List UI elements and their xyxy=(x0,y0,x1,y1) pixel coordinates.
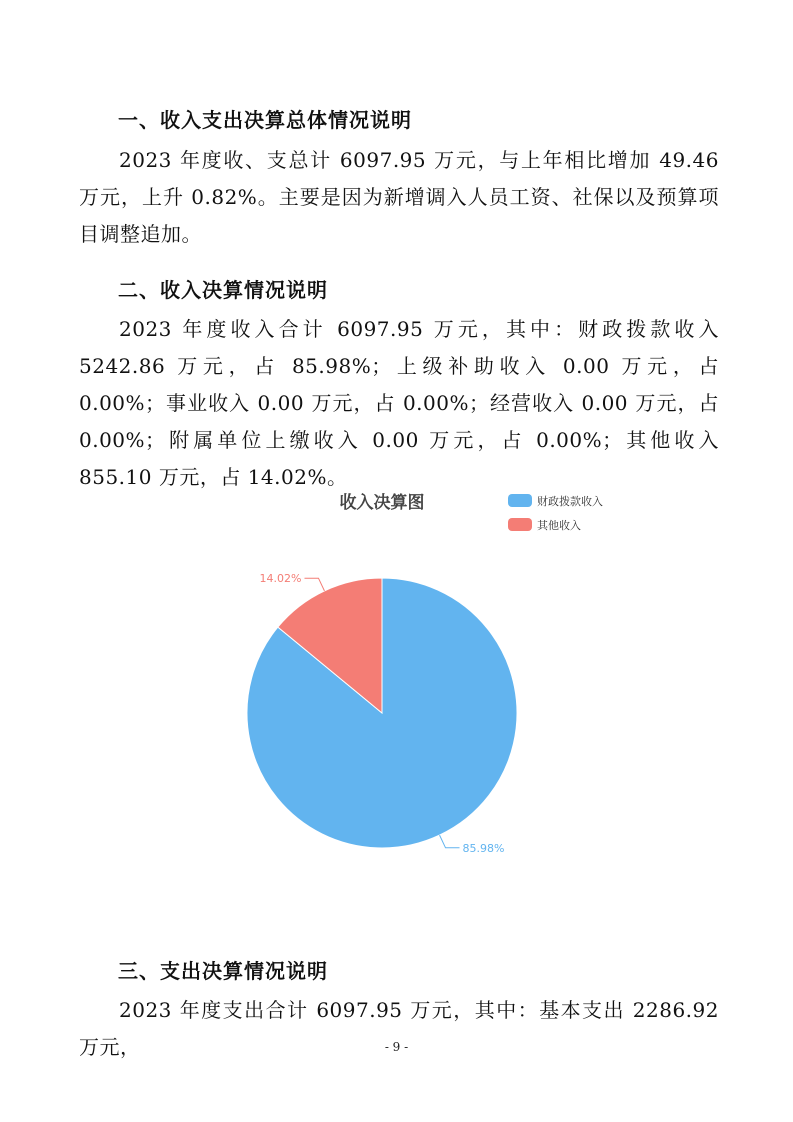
legend-label-2: 其他收入 xyxy=(537,519,581,532)
legend-label-1: 财政拨款收入 xyxy=(537,495,603,508)
section2-paragraph: 2023 年度收入合计 6097.95 万元，其中：财政拨款收入 5242.86 万元，占 85.98%；上级补助收入 0.00 万元，占 0.00%；事业收入 0.00 万元，占 0.00%；经营收入 0.00 万元，占 0.00%；附属单位上缴收入 0.00 万元，占 0.00%；其他收入 855.10 万元，占 14.02%。 xyxy=(79,317,719,489)
legend-swatch-1 xyxy=(508,494,532,507)
section1-heading: 一、收入支出决算总体情况说明 xyxy=(118,108,412,132)
income-pie-chart xyxy=(230,482,630,862)
pie-leader-line-1 xyxy=(440,835,460,848)
page-number: - 9 - xyxy=(384,1040,409,1054)
chart-title: 收入决算图 xyxy=(339,493,425,513)
section3-heading: 三、支出决算情况说明 xyxy=(118,959,328,983)
section3-paragraph: 2023 年度支出合计 6097.95 万元，其中：基本支出 2286.92 万元， xyxy=(79,998,719,1059)
pie-leader-line-2 xyxy=(304,578,324,591)
pie-data-label-2: 14.02% xyxy=(259,572,302,586)
legend-swatch-2 xyxy=(508,518,532,531)
chart-legend xyxy=(508,494,603,532)
section2-heading: 二、收入决算情况说明 xyxy=(118,278,328,302)
section1-paragraph: 2023 年度收、支总计 6097.95 万元，与上年相比增加 49.46 万元，上升 0.82%。主要是因为新增调入人员工资、社保以及预算项目调整追加。 xyxy=(79,148,719,246)
pie-slices xyxy=(247,578,517,848)
pie-data-label-1: 85.98% xyxy=(462,841,505,855)
